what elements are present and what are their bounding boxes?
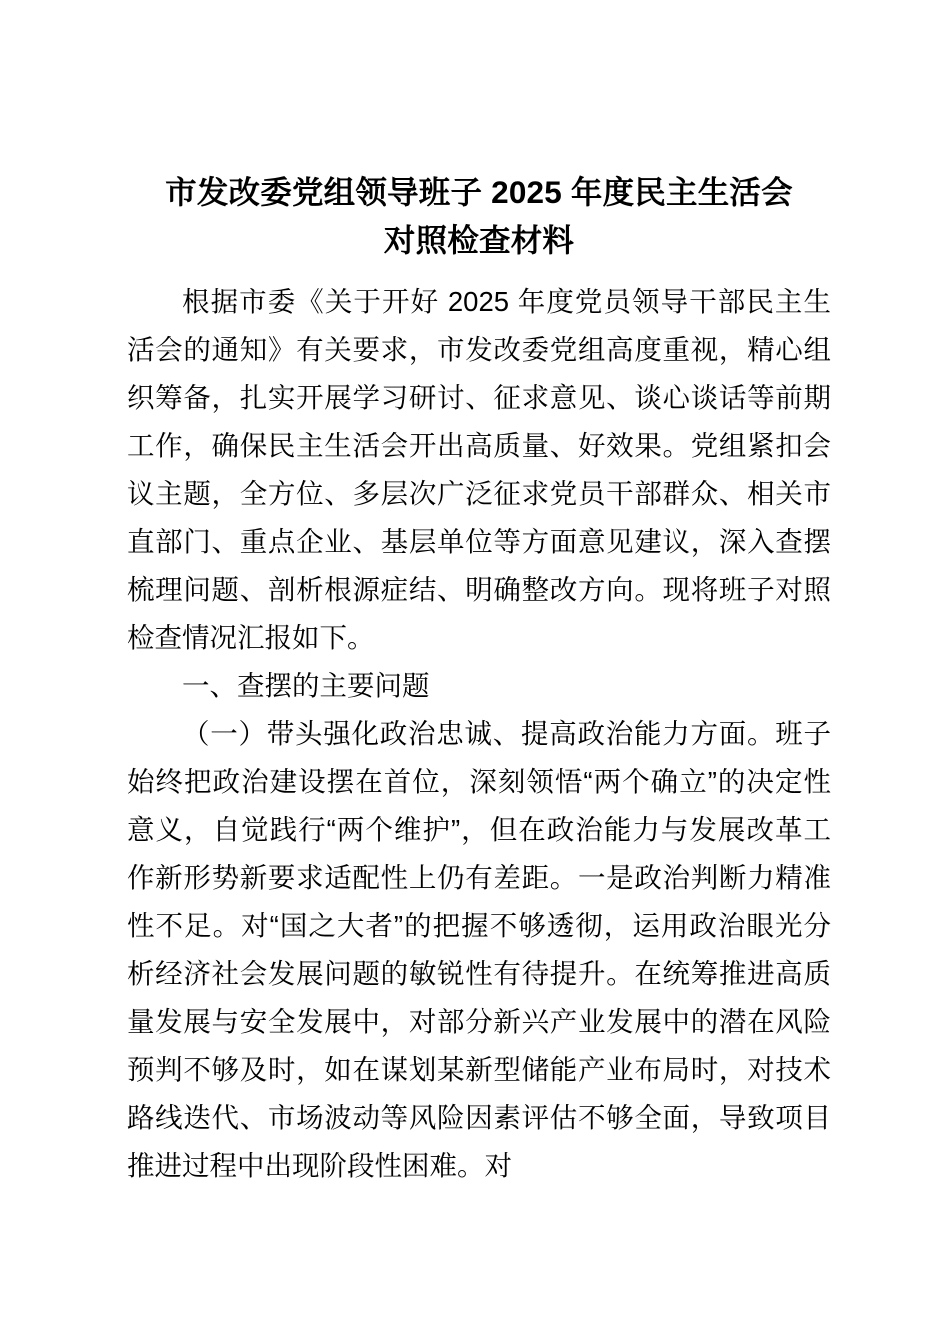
document-content — [127, 168, 831, 1190]
page-title-line-2: 对照检查材料 — [383, 222, 575, 258]
section-heading-1: 一、查摆的主要问题 — [182, 670, 430, 701]
page-title-line-1: 市发改委党组领导班子 2025 年度民主生活会 — [165, 174, 793, 210]
page-title — [127, 168, 831, 264]
paragraph-subsection-1-1: （一）带头强化政治忠诚、提高政治能力方面。班子始终把政治建设摆在首位，深刻领悟“两个确立”的决定性意义，自觉践行“两个维护”，但在政治能力与发展改革工作新形势新要求适配性上仍有差距。一是政治判断力精准性不足。对“国之大者”的把握不够透彻，运用政治眼光分析经济社会发展问题的敏锐性有待提升。在统筹推进高质量发展与安全发展中，对部分新兴产业发展中的潜在风险预判不够及时，如在谋划某新型储能产业布局时，对技术路线迭代、市场波动等风险因素评估不够全面，导致项目推进过程中出现阶段性困难。对 — [127, 718, 831, 1181]
paragraph-intro: 根据市委《关于开好 2025 年度党员领导干部民主生活会的通知》有关要求，市发改委党组高度重视，精心组织筹备，扎实开展学习研讨、征求意见、谈心谈话等前期工作，确保民主生活会开出高质量、好效果。党组紧扣会议主题，全方位、多层次广泛征求党员干部群众、相关市直部门、重点企业、基层单位等方面意见建议，深入查摆梳理问题、剖析根源症结、明确整改方向。现将班子对照检查情况汇报如下。 — [127, 286, 831, 653]
